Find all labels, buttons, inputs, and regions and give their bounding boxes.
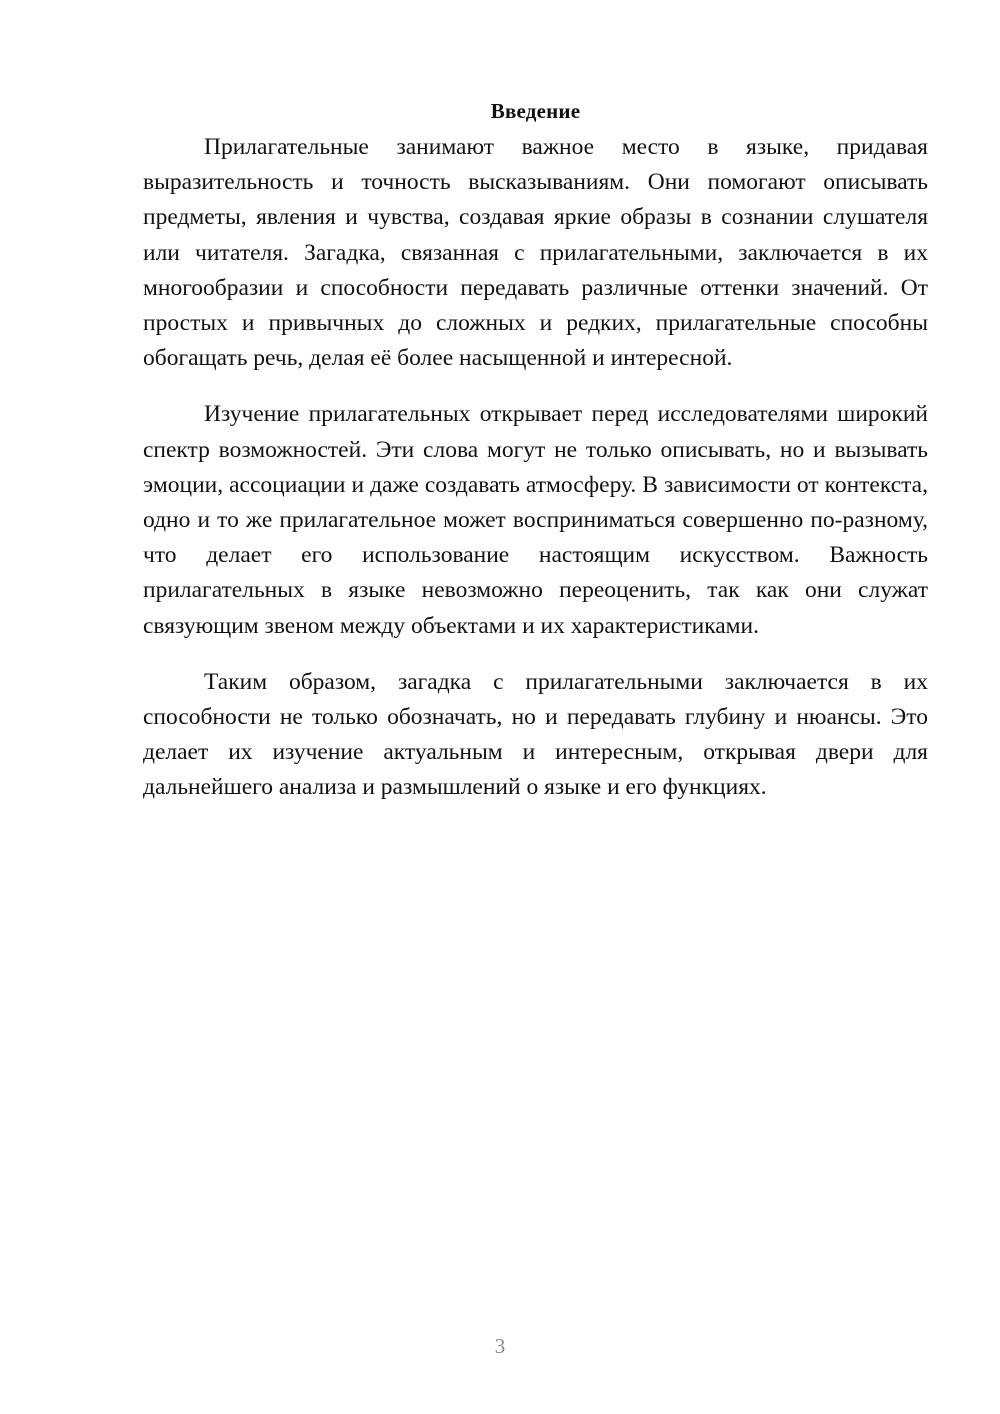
- paragraph-2: Изучение прилагательных открывает перед исследователями широкий спектр возможностей. Эти слова могут не только описывать, но и вызывать эмоции, ассоциации и даже создавать атмосферу. В зависимости от контекста, одно и то же прилагательное может восприниматься совершенно по-разному, что делает его использование настоящим искусством. Важность прилагательных в языке невозможно переоценить, так как они служат связующим звеном между объектами и их характеристиками.: [143, 401, 928, 639]
- page-number: 3: [494, 1334, 506, 1358]
- paragraph-1: Прилагательные занимают важное место в языке, придавая выразительность и точность высказываниям. Они помогают описывать предметы, явления и чувства, создавая яркие образы в сознании слушателя или читателя. Загадка, связанная с прилагательными, заключается в их многообразии и способности передавать различные оттенки значений. От простых и привычных до сложных и редких, прилагательные способны обогащать речь, делая её более насыщенной и интересной.: [143, 134, 928, 372]
- paragraph-3: Таким образом, загадка с прилагательными заключается в их способности не только обозначать, но и передавать глубину и нюансы. Это делает их изучение актуальным и интересным, открывая двери для дальнейшего анализа и размышлений о языке и его функциях.: [143, 668, 928, 801]
- page-content: [143, 96, 928, 827]
- section-title: Введение: [490, 99, 581, 123]
